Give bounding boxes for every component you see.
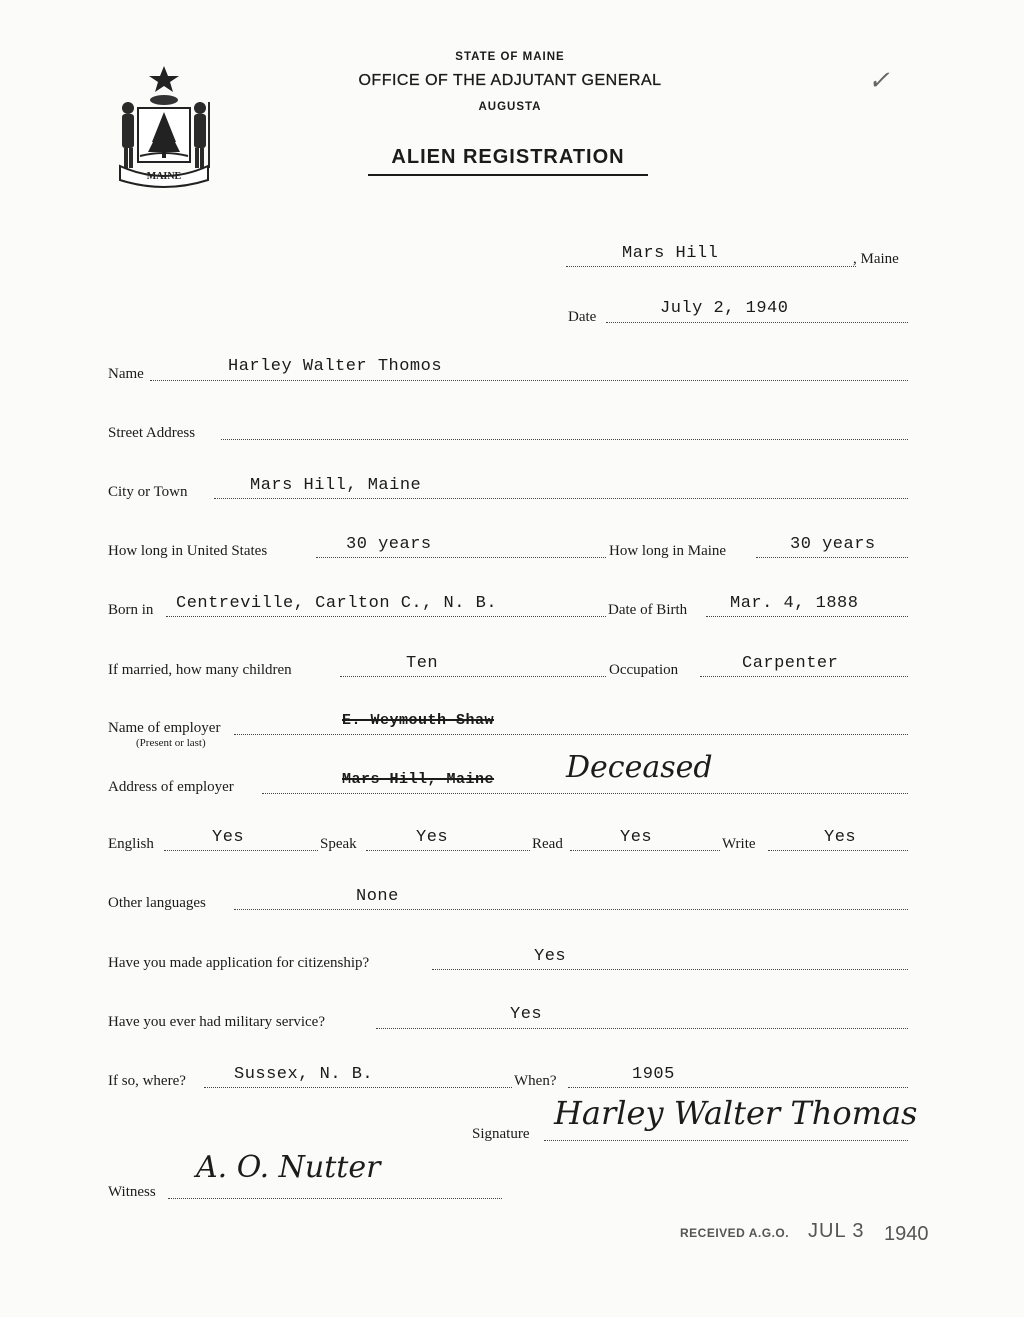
when-value: 1905 [632,1065,675,1084]
read-line [570,850,720,851]
received-stamp-year: 1940 [884,1223,929,1245]
signature-label: Signature [472,1126,530,1142]
form-title: ALIEN REGISTRATION [368,146,648,176]
header-city: AUGUSTA [478,101,542,113]
employer-label: Name of employer [108,720,221,736]
deceased-note: Deceased [566,750,713,785]
city-value: Mars Hill, Maine [250,476,422,495]
occupation-label: Occupation [609,662,679,678]
svg-text:MAINE: MAINE [146,171,182,182]
check-mark-icon: ✓ [868,66,890,96]
date-value: July 2, 1940 [660,299,789,318]
city-line [214,498,908,499]
born-in-line [166,616,606,617]
how-long-us-value: 30 years [346,535,432,554]
date-line [606,322,908,323]
occupation-value: Carpenter [742,654,839,673]
place-value: Mars Hill [622,244,719,263]
children-label: If married, how many children [108,662,292,678]
english-label: English [108,836,154,852]
when-line [568,1087,908,1088]
speak-value: Yes [416,828,449,847]
how-long-us-label: How long in United States [108,543,268,559]
employer-address-line [262,793,908,794]
header-office: OFFICE OF THE ADJUTANT GENERAL [358,72,662,89]
children-value: Ten [406,654,439,673]
speak-label: Speak [320,836,357,852]
how-long-maine-value: 30 years [790,535,876,554]
other-languages-label: Other languages [108,895,206,911]
born-in-label: Born in [108,602,154,618]
date-of-birth-line [706,616,908,617]
header-state: STATE OF MAINE [455,51,565,63]
witness-value: A. O. Nutter [196,1150,381,1185]
date-label: Date [568,309,597,325]
citizenship-label: Have you made application for citizenship? [108,955,370,971]
other-languages-line [234,909,908,910]
state-seal-icon [106,62,222,190]
citizenship-line [432,969,908,970]
name-value: Harley Walter Thomos [228,357,443,376]
place-line [566,266,856,267]
read-label: Read [532,836,563,852]
name-label: Name [108,366,144,382]
maine-suffix-label: , Maine [853,251,899,267]
witness-line [168,1198,502,1199]
how-long-maine-line [756,557,908,558]
signature-line [544,1140,908,1141]
street-label: Street Address [108,425,196,441]
read-value: Yes [620,828,653,847]
citizenship-value: Yes [534,947,567,966]
name-line [150,380,908,381]
write-line [768,850,908,851]
received-stamp-label: RECEIVED A.G.O. [680,1226,790,1240]
how-long-maine-label: How long in Maine [609,543,727,559]
employer-line [234,734,908,735]
military-value: Yes [510,1005,543,1024]
date-of-birth-label: Date of Birth [608,602,688,618]
military-label: Have you ever had military service? [108,1014,325,1030]
where-line [204,1087,512,1088]
other-languages-value: None [356,887,399,906]
english-value: Yes [212,828,245,847]
military-line [376,1028,908,1029]
where-value: Sussex, N. B. [234,1065,374,1084]
signature-value: Harley Walter Thomas [554,1094,918,1132]
how-long-us-line [316,557,606,558]
when-label: When? [514,1073,557,1089]
where-label: If so, where? [108,1073,186,1089]
born-in-value: Centreville, Carlton C., N. B. [176,594,498,613]
date-of-birth-value: Mar. 4, 1888 [730,594,859,613]
employer-address-value: Mars Hill, Maine [342,771,495,788]
witness-label: Witness [108,1184,156,1200]
street-line [221,439,908,440]
employer-note-label: (Present or last) [136,737,206,749]
received-stamp-date: JUL 3 [808,1220,865,1242]
city-label: City or Town [108,484,188,500]
english-line [164,850,318,851]
employer-value: E. Weymouth Shaw [342,712,495,729]
occupation-line [700,676,908,677]
write-label: Write [722,836,756,852]
children-line [340,676,606,677]
speak-line [366,850,530,851]
write-value: Yes [824,828,857,847]
employer-address-label: Address of employer [108,779,234,795]
